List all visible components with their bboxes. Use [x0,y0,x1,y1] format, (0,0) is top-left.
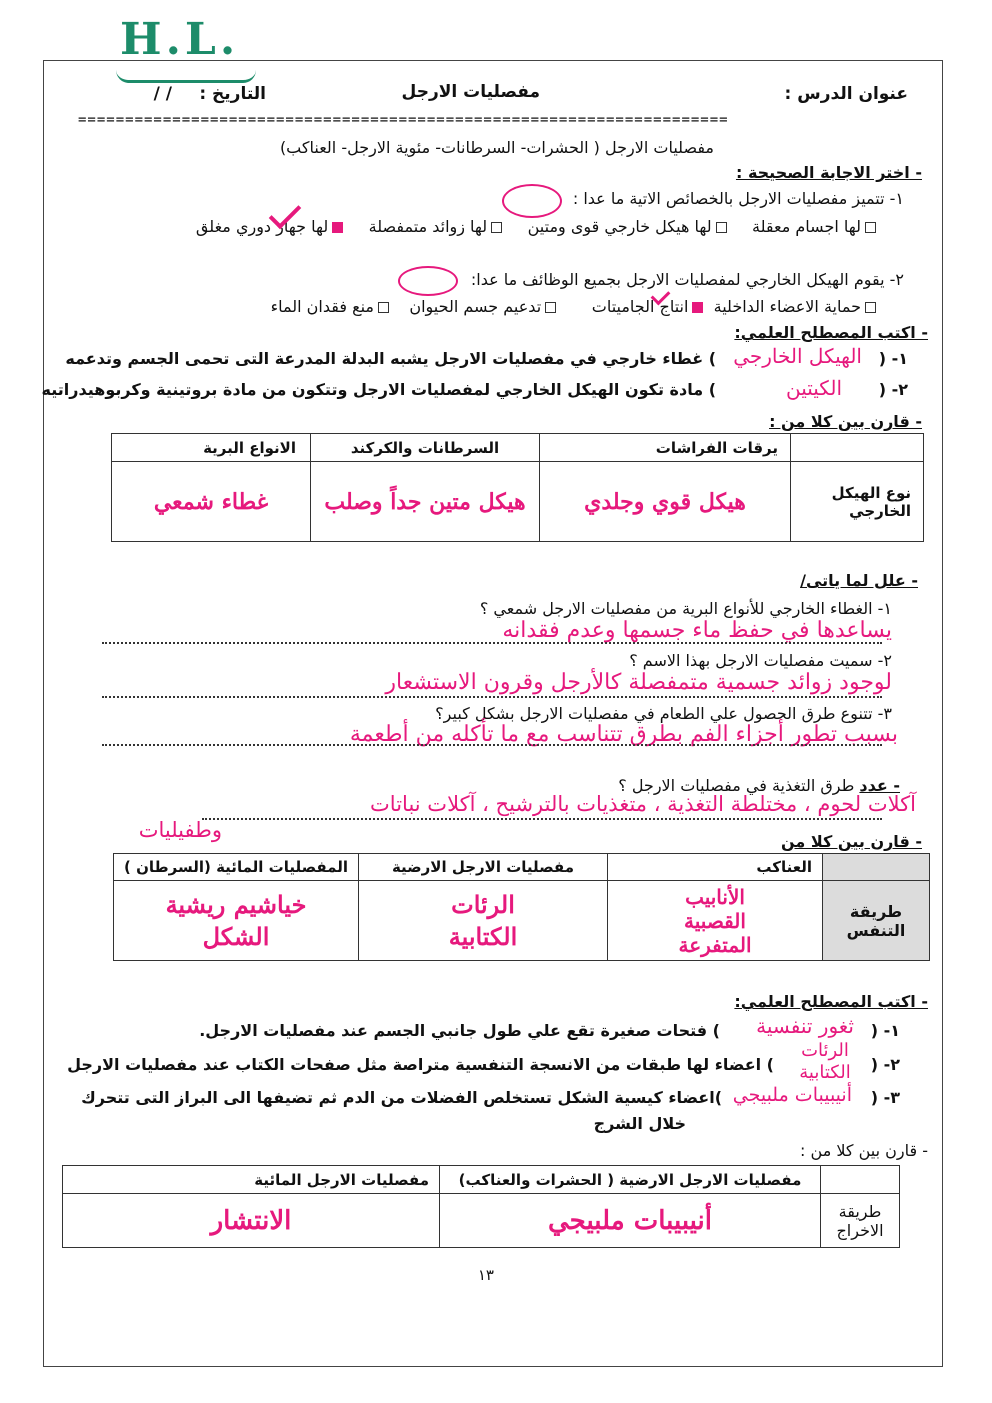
term-1-text: ) غطاء خارجي في مفصليات الارجل يشبه البدلة المدرعة التى تحمى الجسم وتدعمه [65,349,716,368]
reason-1-answer: يساعدها في حفظ ماء جسمها وعدم فقدانه [502,618,892,643]
table-header-empty [823,854,930,881]
term-1-answer: الهيكل الخارجي [733,344,862,368]
q1-option-1[interactable]: لها اجسام معقلة [752,217,876,236]
term-4-answer: الرئات الكتابية [799,1040,851,1083]
checkbox-icon [716,222,727,233]
reason-2-answer: لوجود زوائد جسمية متمفصلة كالأرجل وقرون الاستشعار [385,670,892,695]
q1-ma-ada-circle [502,184,562,218]
table-header: المفصليات المائية (السرطان ) [114,854,359,881]
table-cell [114,881,359,961]
q2-option-2[interactable]: انتاج الجاميتات [592,297,704,316]
answer-line [102,696,882,698]
table-header: مفصليات الارجل الارضية ( الحشرات والعناكب) [440,1166,821,1194]
checkbox-icon [491,222,502,233]
table-header: مفصليات الارجل المائية [63,1166,440,1194]
q1-option-4[interactable]: لها جهاز دوري مغلق [196,217,343,236]
table-header: يرقات الفراشات [540,434,791,462]
date-label: التاريخ : [199,84,266,104]
checkbox-icon [545,302,556,313]
reason-1-text: ١- الغطاء الخارجي للأنواع البرية من مفصليات الارجل شمعي ؟ [479,599,892,618]
table-cell [63,1194,440,1248]
lesson-label: عنوان الدرس : [784,84,908,104]
q2-text: ٢- يقوم الهيكل الخارجي لمفصليات الارجل بجميع الوظائف ما عدا: [470,270,904,289]
q1-option-3[interactable]: لها زوائد متمفصلة [369,217,503,236]
table-cell [112,462,311,542]
section5-title-rest: طرق التغذية في مفصليات الارجل ؟ [618,776,860,795]
checkbox-icon [865,302,876,313]
table-cell [359,881,608,961]
q2-option-4[interactable]: منع فقدان الماء [271,297,389,316]
q1-text: ١- تتميز مفصليات الارجل بالخصائص الاتية ما عدا : [572,189,904,208]
term-3-answer: ثغور تنفسية [756,1014,854,1038]
checkbox-icon [865,222,876,233]
feeding-answer-line1: آكلات لحوم ، مختلطة التغذية ، متغذيات بالترشيح ، آكلات نباتات [370,792,916,816]
answer-handwriting: خياشيم ريشية [165,889,307,919]
row-label: نوع الهيكل الخارجي [791,462,924,542]
q1-option-2[interactable]: لها هيكل خارجي قوى ومتين [528,217,727,236]
reason-3-answer: بسبب تطور أجزاء الفم بطرق تتناسب مع ما تأكله من أطعمة [349,722,898,747]
table-header: العناكب [608,854,823,881]
answer-handwriting: هيكل متين جداً وصلب [324,488,526,515]
answer-handwriting: أنيبيبات ملبيجي [548,1205,712,1236]
section3-title: - قارن بين كلا من : [769,412,922,431]
subject-title: مفصليات الارجل [401,82,540,102]
page-number: ١٣ [477,1266,494,1284]
answer-handwriting: المتفرعة [678,932,752,957]
checked-checkbox-icon [692,302,703,313]
section4-title: - علل لما ياتى/ [800,571,918,590]
term-2-answer: الكيتين [785,376,842,400]
table-cell [440,1194,821,1248]
term-5-text-cont: خلال الشرج [593,1114,686,1133]
excretion-compare-table [62,1165,900,1248]
term-2-num: ٢- ( [878,380,908,399]
answer-handwriting: القصبية [684,908,746,933]
section1-title: - اختر الاجابة الصحيحة : [735,163,922,182]
table-header-empty [821,1166,900,1194]
table-header: مفصليات الارجل الارضية [359,854,608,881]
term-4-num: ٢- ( [870,1055,900,1074]
term-3-text: ) فتحات صغيرة تقع علي طول جانبي الجسم عند مفصليات الارجل. [199,1021,720,1040]
q2-option-1[interactable]: حماية الاعضاء الداخلية [714,297,876,316]
term-4-text: ) اعضاء لها طبقات من الانسجة التنفسية متراصة مثل صفحات الكتاب عند مفصليات الارجل [67,1055,774,1074]
term-3-num: ١- ( [870,1021,900,1040]
handwritten-initials: H.L. [120,14,240,65]
answer-handwriting: الكتابية [448,921,518,951]
term-5-answer: أنيبيبات ملبيجي [732,1084,852,1106]
respiration-compare-table [113,853,930,961]
checkbox-icon [378,302,389,313]
row-label: طريقة الاخراج [821,1194,900,1248]
table-cell [608,881,823,961]
section2-title: - اكتب المصطلح العلمي: [734,323,928,342]
answer-line [102,744,882,746]
q2-ma-ada-circle [398,266,458,296]
lesson-subtitle: مفصليات الارجل ( الحشرات- السرطانات- مئوية الارجل- العناكب) [279,138,714,157]
table-cell [311,462,540,542]
answer-line [202,818,882,820]
answer-handwriting: الرئات [451,889,515,919]
answer-handwriting: غطاء شمعي [153,488,269,515]
q2-option-3[interactable]: تدعيم جسم الحيوان [409,297,556,316]
q2-options [271,297,876,316]
answer-handwriting: الأنابيب [685,884,745,909]
section8-title: - قارن بين كلا من : [800,1141,928,1160]
q1-options [196,217,876,236]
row-label: طريقة التنفس [823,881,930,961]
answer-handwriting: هيكل قوي وجلدي [584,488,746,515]
checked-checkbox-icon [332,222,343,233]
answer-handwriting: الشكل [202,921,270,951]
section7-title: - اكتب المصطلح العلمي: [734,992,928,1011]
separator-line: ===================================================================== [78,112,729,128]
term-5-text: )اعضاء كيسية الشكل تستخلص الفضلات من الدم ثم تضيفها الى البراز التى تتحرك [81,1088,722,1107]
section6-title: - قارن بين كلا من [781,832,922,851]
term-2-text: ) مادة تكون الهيكل الخارجي لمفصليات الارجل وتتكون من مادة بروتينية وكربوهيدراتيه [41,380,716,399]
table-cell [540,462,791,542]
answer-line [102,642,882,644]
answer-handwriting: الانتشار [210,1205,292,1236]
term-5-num: ٣- ( [870,1088,900,1107]
section5-title-prefix: - عدد [859,776,900,795]
date-value: / / [153,84,172,104]
table-header: الانواع البرية [112,434,311,462]
exoskeleton-compare-table [111,433,924,542]
reason-2-text: ٢- سميت مفصليات الارجل بهذا الاسم ؟ [629,651,892,670]
term-1-num: ١- ( [878,349,908,368]
table-header-empty [791,434,924,462]
feeding-answer-line2: وطفيليات [138,818,222,842]
reason-3-text: ٣- تتنوع طرق الحصول علي الطعام في مفصليات الارجل بشكل كبير؟ [435,704,892,723]
table-header: السرطانات والكركند [311,434,540,462]
